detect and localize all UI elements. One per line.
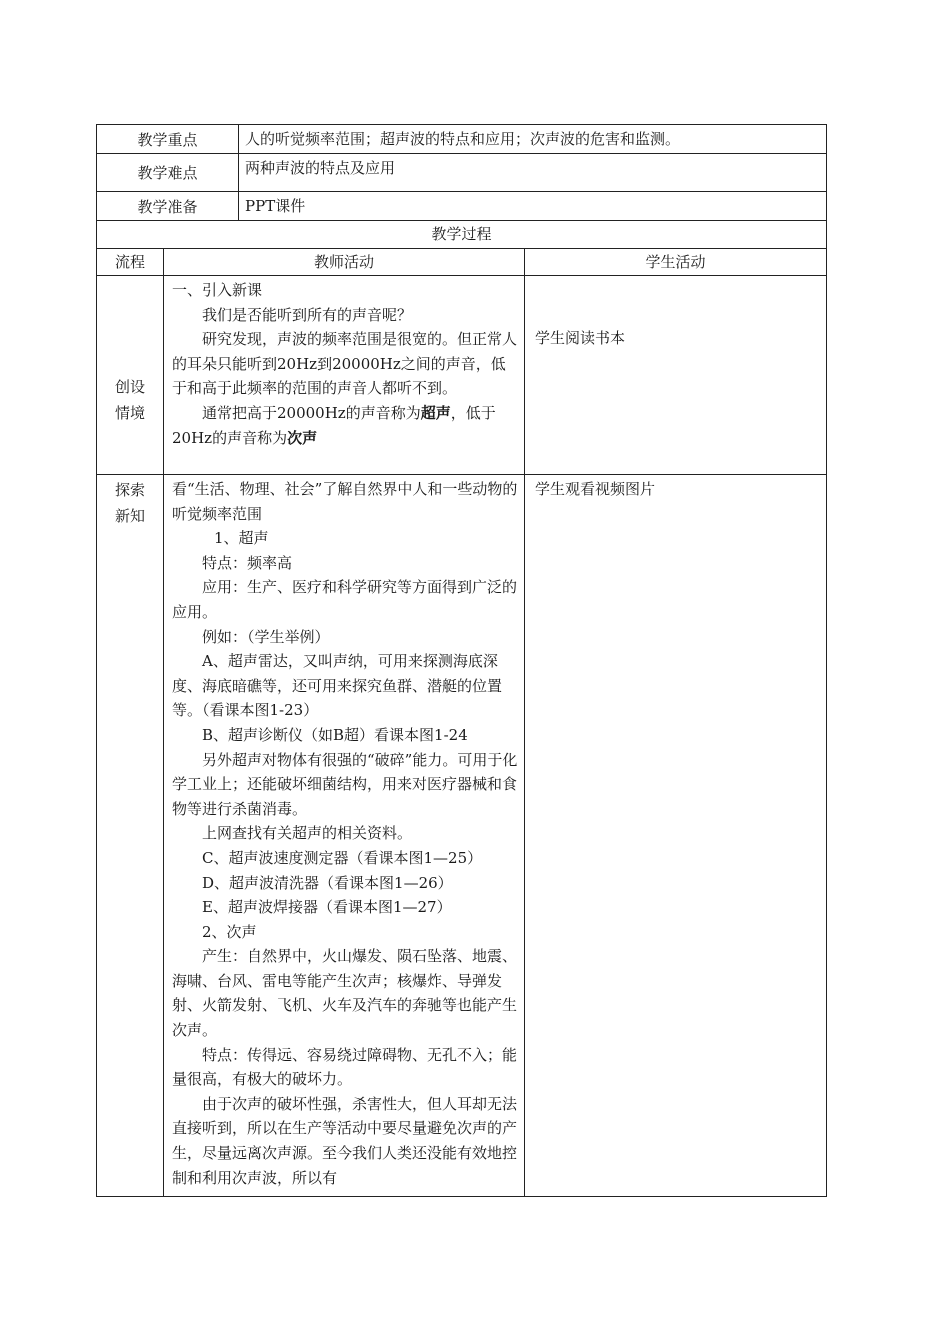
paragraph: E、超声波焊接器（看课本图1—27） xyxy=(202,898,452,917)
teacher-activity-intro xyxy=(164,276,525,475)
paragraph: 应用：生产、医疗和科学研究等方面得到广泛的应用。 xyxy=(172,578,518,621)
student-activity-explore: 学生观看视频图片 xyxy=(525,475,827,1197)
paragraph: 看“生活、物理、社会”了解自然界中人和一些动物的听觉频率范围 xyxy=(172,480,518,523)
text-run: 通常把高于20000Hz的声音称为 xyxy=(202,403,421,422)
paragraph xyxy=(172,401,518,450)
lesson-plan-table xyxy=(96,124,827,1197)
process-title-row xyxy=(97,221,827,249)
preparation-content: PPT课件 xyxy=(239,192,827,221)
student-activity-intro: 学生阅读书本 xyxy=(525,276,827,475)
flow-cell-intro xyxy=(97,276,164,475)
teacher-activity-explore xyxy=(164,475,525,1197)
paragraph: C、超声波速度测定器（看课本图1—25） xyxy=(202,848,483,867)
flow-label-explore: 探索新知 xyxy=(114,481,145,525)
lesson-plan-page xyxy=(96,124,826,1197)
paragraph: B、超声诊断仪（如B超）看课本图1-24 xyxy=(202,725,468,744)
text-run: ，低于20Hz的声音称为 xyxy=(172,403,496,447)
key-points-content: 人的听觉频率范围；超声波的特点和应用；次声波的危害和监测。 xyxy=(239,125,827,154)
flow-cell-explore xyxy=(97,475,164,1197)
difficulties-row xyxy=(97,154,827,192)
difficulties-label: 教学难点 xyxy=(97,154,239,192)
paragraph: 例如：（学生举例） xyxy=(202,627,330,646)
preparation-row xyxy=(97,192,827,221)
key-points-row xyxy=(97,125,827,154)
term-ultrasound: 超声 xyxy=(420,403,451,422)
process-title: 教学过程 xyxy=(97,221,827,249)
paragraph: 研究发现，声波的频率范围是很宽的。但正常人的耳朵只能听到20Hz到20000Hz之间的声音，低于和高于此频率的范围的声音人都听不到。 xyxy=(172,330,518,398)
paragraph: 2、次声 xyxy=(202,922,257,941)
paragraph: 由于次声的破坏性强，杀害性大，但人耳却无法直接听到，所以在生产等活动中要尽量避免次声的产生，尽量远离次声源。至今我们人类还没能有效地控制和利用次声波，所以有 xyxy=(172,1094,518,1187)
paragraph: 特点：传得远、容易绕过障碍物、无孔不入；能量很高，有极大的破坏力。 xyxy=(172,1045,518,1089)
paragraph: 上网查找有关超声的相关资料。 xyxy=(202,824,413,843)
paragraph: D、超声波清洗器（看课本图1—26） xyxy=(202,873,453,892)
flow-label-intro: 创设情境 xyxy=(114,378,145,422)
paragraph: 1、超声 xyxy=(214,529,269,548)
column-header-row xyxy=(97,249,827,276)
teacher-activity-header: 教师活动 xyxy=(164,249,525,276)
paragraph: 产生：自然界中，火山爆发、陨石坠落、地震、海啸、台风、雷电等能产生次声；核爆炸、导弹发射、火箭发射、飞机、火车及汽车的奔驰等也能产生次声。 xyxy=(172,947,518,1040)
section-row-explore xyxy=(97,475,827,1197)
paragraph: 我们是否能听到所有的声音呢？ xyxy=(202,305,413,324)
paragraph: 特点：频率高 xyxy=(202,553,293,572)
difficulties-content: 两种声波的特点及应用 xyxy=(239,154,827,192)
flow-header: 流程 xyxy=(97,249,164,276)
section-row-intro xyxy=(97,276,827,475)
key-points-label: 教学重点 xyxy=(97,125,239,154)
preparation-label: 教学准备 xyxy=(97,192,239,221)
paragraph: 一、引入新课 xyxy=(172,281,263,299)
paragraph: 另外超声对物体有很强的“破碎”能力。可用于化学工业上；还能破坏细菌结构，用来对医疗器械和食物等进行杀菌消毒。 xyxy=(172,750,518,818)
term-infrasound: 次声 xyxy=(287,428,318,447)
student-activity-header: 学生活动 xyxy=(525,249,827,276)
paragraph: A、超声雷达，又叫声纳，可用来探测海底深度、海底暗礁等，还可用来探究鱼群、潜艇的位置等。（看课本图1-23） xyxy=(172,652,503,720)
